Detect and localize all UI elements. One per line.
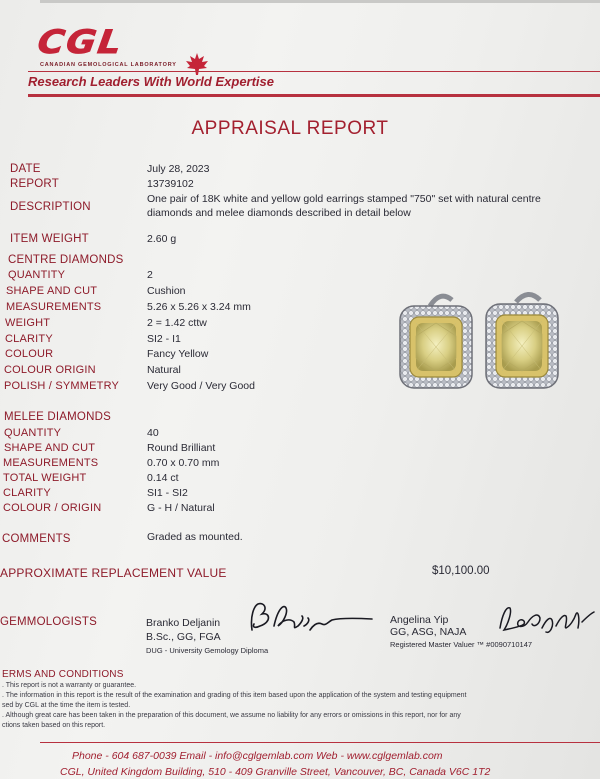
terms-line-1: . This report is not a warranty or guarantee. [2, 682, 137, 689]
melee-label-shape: SHAPE AND CUT [4, 442, 96, 454]
gemmologist-1-note: DUG - University Gemology Diploma [146, 646, 269, 655]
centre-value-colour: Fancy Yellow [147, 348, 209, 360]
centre-label-clarity: CLARITY [5, 333, 53, 345]
replacement-value-label: APPROXIMATE REPLACEMENT VALUE [0, 566, 227, 580]
melee-value-shape: Round Brilliant [147, 442, 216, 454]
gemmologist-1-credentials: B.Sc., GG, FGA [146, 631, 221, 643]
melee-label-quantity: QUANTITY [4, 427, 62, 439]
centre-label-quantity: QUANTITY [8, 269, 66, 281]
centre-label-shape: SHAPE AND CUT [6, 285, 98, 297]
centre-label-measurements: MEASUREMENTS [6, 301, 102, 313]
centre-value-shape: Cushion [147, 285, 186, 297]
gemmologist-2-name: Angelina Yip [390, 614, 449, 626]
gemmologist-1-signature [244, 598, 379, 640]
melee-label-colour-origin: COLOUR / ORIGIN [3, 502, 102, 514]
terms-line-2: . The information in this report is the result of the examination and grading of this item based upon the application of the system and testing equipment [2, 692, 467, 699]
centre-value-colour-origin: Natural [147, 364, 181, 376]
header-rule-thick [28, 94, 600, 97]
description-label: DESCRIPTION [10, 201, 91, 213]
item-weight-label: ITEM WEIGHT [10, 233, 89, 245]
melee-value-total-weight: 0.14 ct [147, 472, 179, 484]
footer-contact: Phone - 604 687-0039 Email - info@cglgemlab.com Web - www.cglgemlab.com [72, 750, 443, 762]
centre-label-colour-origin: COLOUR ORIGIN [4, 364, 96, 376]
centre-value-measurements: 5.26 x 5.26 x 3.24 mm [147, 301, 251, 313]
melee-label-total-weight: TOTAL WEIGHT [3, 472, 87, 484]
terms-line-5: ctions taken based on this report. [2, 722, 106, 729]
melee-value-quantity: 40 [147, 427, 159, 439]
description-line-2: diamonds and melee diamonds described in detail below [147, 207, 411, 219]
centre-value-weight: 2 = 1.42 cttw [147, 317, 207, 329]
melee-diamonds-heading: MELEE DIAMONDS [4, 411, 111, 423]
melee-label-clarity: CLARITY [3, 487, 51, 499]
logo-wordmark: CGL [35, 24, 126, 61]
centre-value-quantity: 2 [147, 269, 153, 281]
date-label: DATE [10, 163, 41, 175]
comments-label: COMMENTS [2, 533, 71, 545]
tagline: Research Leaders With World Expertise [28, 74, 275, 89]
centre-label-polish: POLISH / SYMMETRY [4, 380, 120, 392]
melee-value-clarity: SI1 - SI2 [147, 487, 188, 499]
gemmologist-1-name: Branko Deljanin [146, 617, 221, 629]
melee-value-colour-origin: G - H / Natural [147, 502, 215, 514]
centre-label-colour: COLOUR [5, 348, 54, 360]
logo-subtitle: CANADIAN GEMOLOGICAL LABORATORY [40, 62, 177, 68]
terms-title: ERMS AND CONDITIONS [2, 669, 124, 680]
gemmologist-2-note: Registered Master Valuer ™ #0090710147 [390, 640, 533, 649]
date-value: July 28, 2023 [147, 163, 210, 175]
gemmologists-label: GEMMOLOGISTS [0, 616, 97, 628]
description-line-1: One pair of 18K white and yellow gold earrings stamped "750" set with natural centre [147, 193, 541, 205]
cgl-logo [35, 24, 218, 64]
header-rule [28, 71, 600, 72]
footer-address: CGL, United Kingdom Building, 510 - 409 Granville Street, Vancouver, BC, Canada V6C 1T2 [60, 766, 491, 778]
terms-line-4: . Although great care has been taken in the preparation of this document, we assume no liability for any errors or omissions in this report, nor for any [2, 712, 461, 719]
footer-rule [40, 742, 600, 743]
maple-leaf-icon [184, 52, 210, 76]
report-number: 13739102 [147, 178, 194, 190]
melee-value-measurements: 0.70 x 0.70 mm [147, 457, 220, 469]
centre-value-clarity: SI2 - I1 [147, 333, 181, 345]
centre-label-weight: WEIGHT [5, 317, 51, 329]
replacement-value: $10,100.00 [432, 565, 490, 577]
page-title: APPRAISAL REPORT [191, 118, 389, 139]
terms-line-3: sed by CGL at the time the item is tested. [2, 702, 131, 709]
report-label: REPORT [10, 178, 59, 190]
centre-value-polish: Very Good / Very Good [147, 380, 255, 392]
gemmologist-2-signature [494, 598, 599, 640]
item-weight-value: 2.60 g [147, 233, 177, 245]
top-edge-line [40, 0, 600, 3]
gemmologist-2-credentials: GG, ASG, NAJA [390, 626, 467, 638]
earrings-photo [390, 286, 570, 398]
melee-label-measurements: MEASUREMENTS [3, 457, 99, 469]
centre-diamonds-heading: CENTRE DIAMONDS [8, 254, 124, 266]
comments-value: Graded as mounted. [147, 531, 243, 543]
